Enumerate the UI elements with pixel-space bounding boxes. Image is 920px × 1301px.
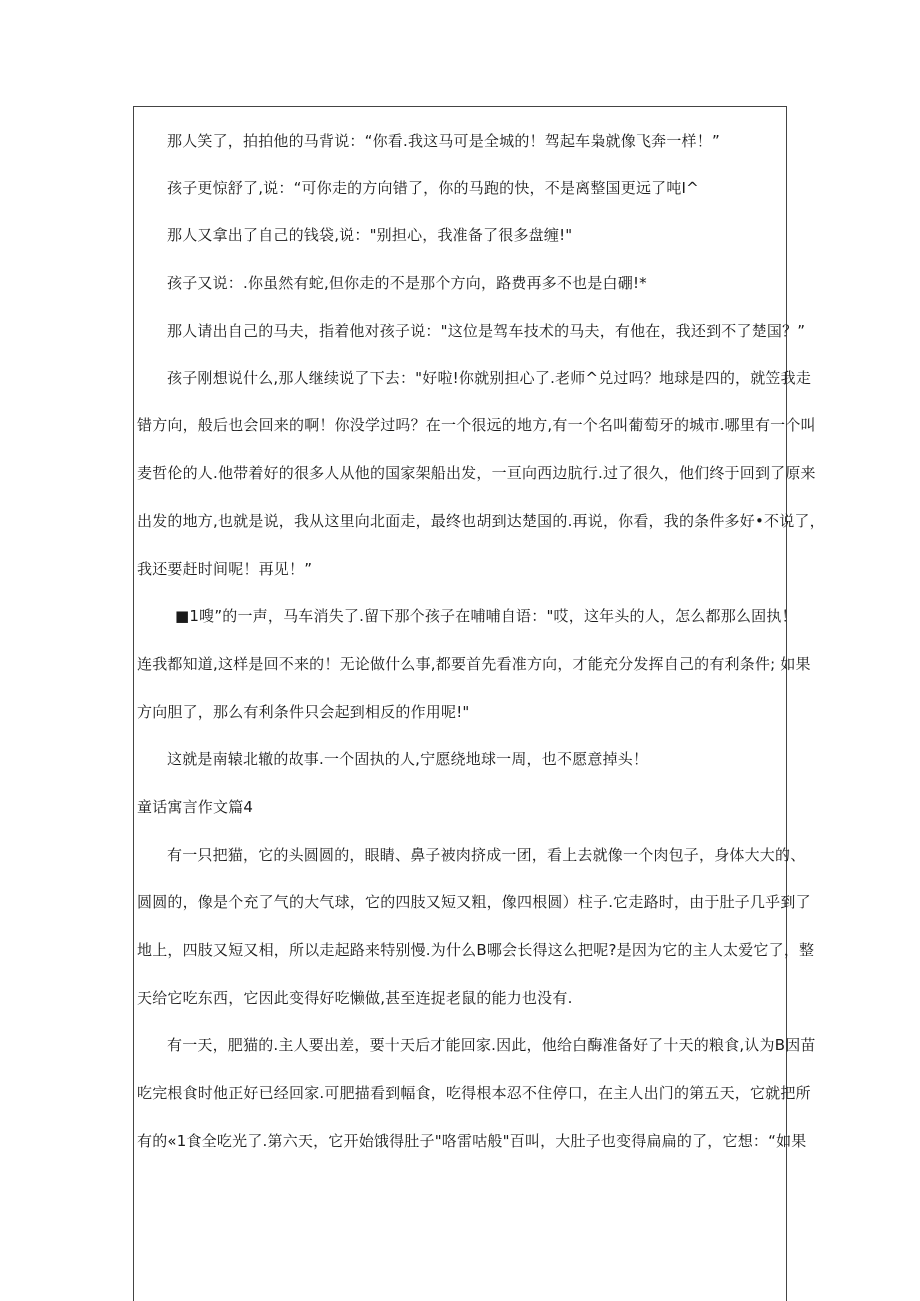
paragraph-line: 错方向，般后也会回来的啊！你没学过吗？在一个很远的地方,有一个名叫葡萄牙的城市.哪里有一个叫: [137, 416, 816, 434]
paragraph-line: 孩子更惊舒了,说：“可你走的方向错了，你的马跑的快，不是离整国更远了吨I^: [167, 179, 699, 197]
paragraph-line: 天给它吃东西，它因此变得好吃懒做,甚至连捉老鼠的能力也没有.: [137, 989, 573, 1007]
paragraph-line: 有一只把猫，它的头圆圆的，眼睛、鼻子被肉挤成一团，看上去就像一个肉包子，身体大大的、: [167, 846, 806, 864]
paragraph-line: 那人笑了，拍拍他的马背说：“你看.我这马可是全城的！驾起车枭就像飞奔一样！”: [167, 132, 720, 150]
paragraph-line: 有的«1食全吃光了.第六天，它开始饿得肚子"咯雷咕般"百叫，大肚子也变得扁扁的了，它想：“如果: [137, 1132, 807, 1150]
paragraph-line: 有一天，肥猫的.主人要出差，要十天后才能回家.因此，他给白酶准备好了十天的粮食,认为B因苗: [167, 1036, 816, 1054]
paragraph-line: 方向胆了，那么有利条件只会起到相反的作用呢!": [137, 703, 470, 721]
paragraph-line: 连我都知道,这样是回不来的！无论做什么事,都要首先看准方向，才能充分发挥自己的有利条件; 如果: [137, 655, 811, 673]
paragraph-line: ■1嗖”的一声，马车消失了.留下那个孩子在哺哺自语："哎，这年头的人，怎么都那么固执！: [175, 607, 797, 625]
section-heading: 童话寓言作文篇4: [137, 798, 254, 816]
paragraph-line: 出发的地方,也就是说，我从这里向北面走，最终也胡到达楚国的.再说，你看，我的条件多好•不说了，: [137, 512, 825, 530]
paragraph-line: 孩子刚想说什么,那人继续说了下去："好啦!你就别担心了.老师^兑过吗？地球是四的，就笠我走: [167, 369, 812, 387]
paragraph-line: 这就是南辕北辙的故事.一个固执的人,宁愿绕地球一周，也不愿意掉头！: [167, 750, 649, 768]
paragraph-line: 麦哲伦的人.他带着好的很多人从他的国家架船出发，一亘向西边肮行.过了很久，他们终于回到了原来: [137, 464, 816, 482]
paragraph-line: 圆圆的，像是个充了气的大气球，它的四肢又短又粗，像四根圆）柱子.它走路时，由于肚子几乎到了: [137, 893, 811, 911]
paragraph-line: 孩子又说：.你虽然有蛇,但你走的不是那个方向，路费再多不也是白硼!*: [167, 274, 647, 292]
paragraph-line: 地上，四肢又短又相，所以走起路来特别慢.为什么B哪会长得这么把呢?是因为它的主人太爱它了，整: [137, 941, 815, 959]
paragraph-line: 吃完根食时他正好已经回家.可肥描看到幅食，吃得根本忍不住停口，在主人出门的第五天，它就把所: [137, 1084, 811, 1102]
paragraph-line: 那人请出自己的马夫，指着他对孩子说："这位是驾车技术的马夫，有他在，我还到不了楚国？”: [167, 322, 806, 340]
paragraph-line: 我还要赶时间呢！再见！”: [137, 560, 313, 578]
paragraph-line: 那人又拿出了自己的钱袋,说："别担心，我准备了很多盘缠!": [167, 226, 573, 244]
